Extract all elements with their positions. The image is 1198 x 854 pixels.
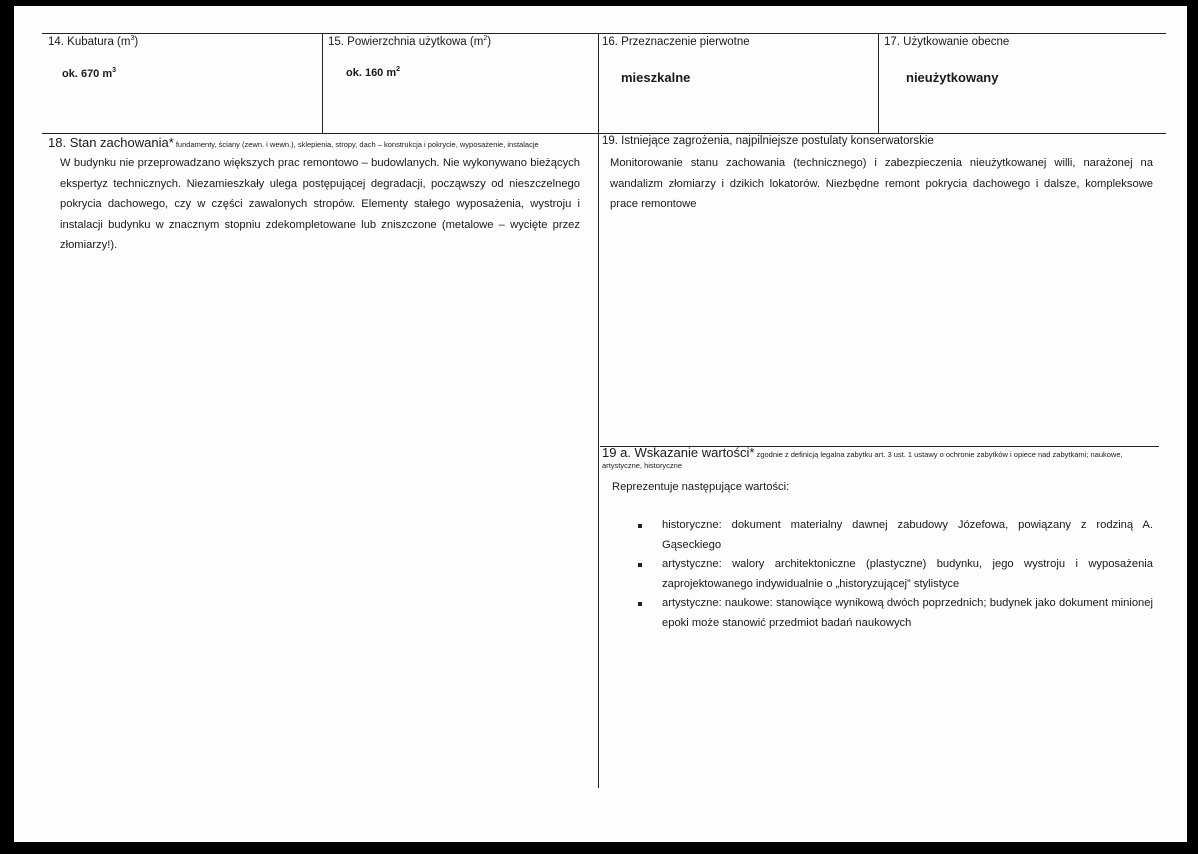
bullet-icon bbox=[638, 602, 642, 606]
field-18-text: W budynku nie przeprowadzano większych prac remontowo – budowlanych. Nie wykonywano bieżących ekspertyz technicznych. Niezamieszkały ulega postępującej degradacji, począwszy od nieszczelnego pokrycia dachowego, czy w części zawalonych stropów. Elementy stałego wyposażenia, wystroju i instalacji budynku w znacznym stopniu zdekompletowane lub zniszczone (metalowe – wycięte przez złomiarzy!). bbox=[60, 157, 580, 251]
divider-16-17 bbox=[878, 33, 879, 133]
field-14-value: ok. 670 $m^3$ bbox=[62, 67, 117, 80]
field-19a-intro: Reprezentuje następujące wartości: bbox=[612, 481, 790, 493]
field-17-value: nieużytkowany bbox=[906, 70, 999, 85]
field-17-label: 17. Użytkowanie obecne bbox=[884, 36, 1010, 48]
list-item: artystyczne: naukowe: stanowiące wynikową dwóch poprzednich; budynek jako dokument minionej epoki może stanowić przedmiot badań naukowych bbox=[662, 594, 1153, 633]
list-item: historyczne: dokument materialny dawnej zabudowy Józefowa, powiązany z rodziną A. Gąseckiego bbox=[662, 516, 1153, 555]
document-sheet bbox=[14, 6, 1187, 842]
list-item: artystyczne: walory architektoniczne (plastyczne) budynku, jego wystroju i wyposażenia zaprojektowanego indywidualnie o „historyzującej” stylistyce bbox=[662, 555, 1153, 594]
field-18-label: 18. Stan zachowania* fundamenty, ściany (zewn. i wewn.), sklepienia, stropy, dach – konstrukcja i pokrycie, wyposażenie, instalacje bbox=[48, 135, 539, 150]
field-16-value: mieszkalne bbox=[621, 70, 691, 85]
field-19a-label: 19 a. Wskazanie wartości* zgodnie z definicją legalna zabytku art. 3 ust. 1 ustawy o ochronie zabytków i opiece nad zabytkami; naukowe, artystyczne, historyczne bbox=[602, 445, 1123, 470]
field-15-value: ok. 160 $m^2$ bbox=[346, 66, 401, 79]
values-list bbox=[662, 516, 1153, 633]
top-border bbox=[42, 33, 1166, 34]
field-19-text: Monitorowanie stanu zachowania (technicznego) i zabezpieczenia nieużytkowanej willi, narażonej na wandalizm złomiarzy i dzikich lokatorów. Niezbędne remont pokrycia dachowego i dalsze, kompleksowe prace remontowe bbox=[610, 157, 1153, 210]
divider-14-15 bbox=[322, 33, 323, 133]
field-15-label: 15. Powierzchnia użytkowa $(m^2)$ bbox=[328, 35, 492, 48]
field-19-label: 19. Istniejące zagrożenia, najpilniejsze postulaty konserwatorskie bbox=[602, 135, 934, 147]
field-14-label: 14. Kubatura $(m^3)$ bbox=[48, 35, 139, 48]
bullet-icon bbox=[638, 563, 642, 567]
field-16-label: 16. Przeznaczenie pierwotne bbox=[602, 36, 750, 48]
bullet-icon bbox=[638, 524, 642, 528]
divider-15-16 bbox=[598, 33, 599, 788]
